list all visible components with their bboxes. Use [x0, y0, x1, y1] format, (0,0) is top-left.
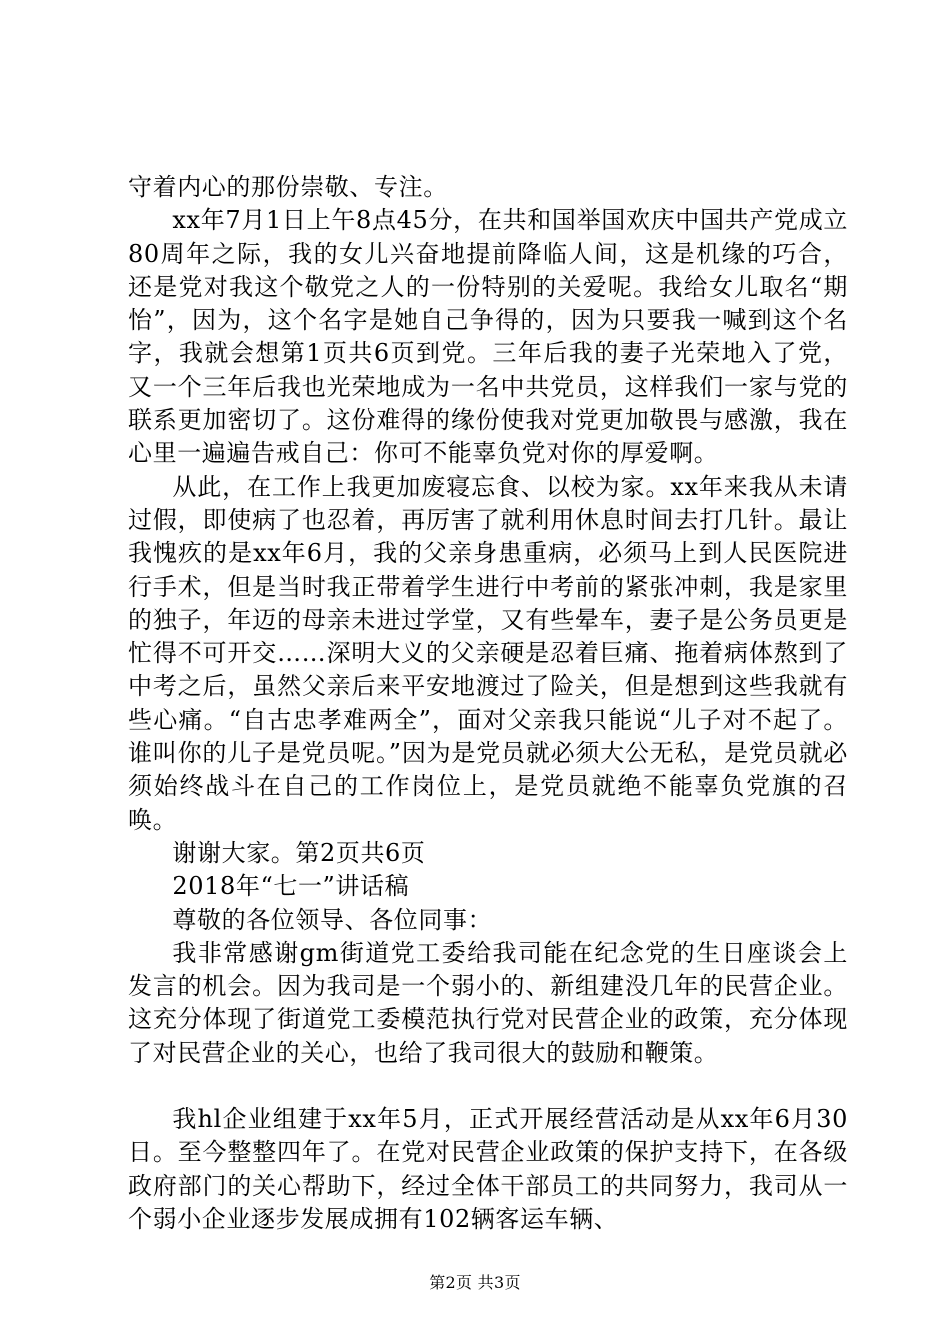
paragraph-daughter-birth: xx年7月1日上午8点45分，在共和国举国欢庆中国共产党成立80周年之际，我的女儿兴奋地提前降临人间，这是机缘的巧合，还是党对我这个敬党之人的一份特别的关爱呢。我给女儿取名“期怡”，因为，这个名字是她自己争得的，因为只要我一喊到这个名字，我就会想第1页共6页到党。三年后我的妻子光荣地入了党，又一个三年后我也光荣地成为一名中共党员，这样我们一家与党的联系更加密切了。这份难得的缘份使我对党更加敬畏与感激，我在心里一遍遍告戒自己：你可不能辜负党对你的厚爱啊。 — [128, 206, 848, 468]
paragraph-company-history: 我hl企业组建于xx年5月，正式开展经营活动是从xx年6月30日。至今整整四年了。在党对民营企业政策的保护支持下，在各级政府部门的关心帮助下，经过全体干部员工的共同努力，我司从一个弱小企业逐步发展成拥有102辆客运车辆、 — [128, 1105, 848, 1233]
document-body — [128, 171, 848, 1236]
page-number-footer: 第2页 共3页 — [429, 1273, 521, 1292]
speech-title: 2018年“七一”讲话稿 — [172, 872, 410, 901]
paragraph-continuation: 守着内心的那份崇敬、专注。 — [128, 173, 448, 201]
salutation: 尊敬的各位领导、各位同事： — [172, 905, 493, 934]
paragraph-gratitude: 我非常感谢gm街道党工委给我司能在纪念党的生日座谈会上发言的机会。因为我司是一个弱小的、新组建没几年的民营企业。这充分体现了街道党工委模范执行党对民营企业的政策，充分体现了对民营企业的关心，也给了我司很大的鼓励和鞭策。 — [128, 938, 848, 1067]
paragraph-thanks: 谢谢大家。第2页共6页 — [172, 838, 426, 867]
paragraph-work-dedication: 从此，在工作上我更加废寝忘食、以校为家。xx年来我从未请过假，即使病了也忍着，再厉害了就利用休息时间去打几针。最让我愧疚的是xx年6月，我的父亲身患重病，必须马上到人民医院进行手术，但是当时我正带着学生进行中考前的紧张冲刺，我是家里的独子，年迈的母亲未进过学堂，又有些晕车，妻子是公务员更是忙得不可开交……深明大义的父亲硬是忍着巨痛、拖着病体熬到了中考之后，虽然父亲后来平安地渡过了险关，但是想到这些我就有些心痛。“自古忠孝难两全”，面对父亲我只能说“儿子对不起了。谁叫你的儿子是党员呢。”因为是党员就必须大公无私，是党员就必须始终战斗在自己的工作岗位上，是党员就绝不能辜负党旗的召唤。 — [128, 472, 848, 834]
